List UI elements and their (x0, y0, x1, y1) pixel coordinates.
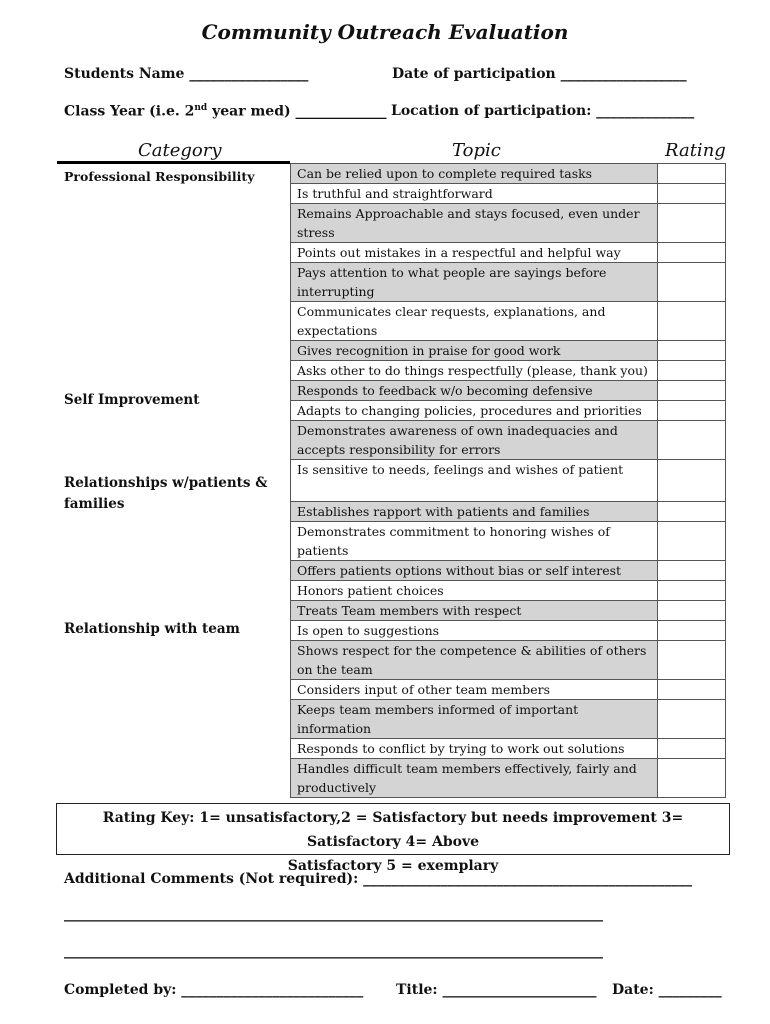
topic-cell: Shows respect for the competence & abilities of others on the team (291, 641, 658, 680)
table-row (291, 361, 726, 381)
date-field[interactable]: Date: _________ (612, 982, 722, 998)
table-row (291, 739, 726, 759)
table-row (291, 561, 726, 581)
table-row (291, 759, 726, 798)
topic-cell: Offers patients options without bias or self interest (291, 561, 658, 581)
category-self-improvement: Self Improvement (64, 392, 200, 408)
table-row (291, 164, 726, 184)
table-row (291, 581, 726, 601)
table-row (291, 680, 726, 700)
topic-cell: Gives recognition in praise for good work (291, 341, 658, 361)
table-row (291, 522, 726, 561)
topic-cell: Communicates clear requests, explanations, and expectations (291, 302, 658, 341)
rating-cell[interactable] (658, 361, 726, 381)
class-year-sup: nd (194, 103, 208, 113)
topic-cell: Asks other to do things respectfully (please, thank you) (291, 361, 658, 381)
topic-cell: Adapts to changing policies, procedures and priorities (291, 401, 658, 421)
topic-cell: Handles difficult team members effectively, fairly and productively (291, 759, 658, 798)
rating-cell[interactable] (658, 341, 726, 361)
topic-cell: Is sensitive to needs, feelings and wishes of patient (291, 460, 658, 502)
topic-cell: Considers input of other team members (291, 680, 658, 700)
rating-cell[interactable] (658, 561, 726, 581)
table-row (291, 381, 726, 401)
rating-key-line1: Rating Key: 1= unsatisfactory,2 = Satisfactory but needs improvement 3= Satisfactory 4= Above (102, 810, 684, 850)
table-row (291, 460, 726, 502)
rating-cell[interactable] (658, 263, 726, 302)
category-header: Category (138, 140, 222, 161)
rating-cell[interactable] (658, 421, 726, 460)
category-professional-responsibility: Professional Responsibility (64, 169, 255, 184)
rating-key-line2: Satisfactory 5 = exemplary (287, 858, 499, 874)
table-row (291, 302, 726, 341)
topic-cell: Responds to feedback w/o becoming defensive (291, 381, 658, 401)
rating-cell[interactable] (658, 581, 726, 601)
table-row (291, 263, 726, 302)
rating-cell[interactable] (658, 381, 726, 401)
comments-line-1[interactable]: _____________________________________________________________________________ (64, 906, 603, 922)
category-divider (57, 161, 290, 164)
topic-cell: Is open to suggestions (291, 621, 658, 641)
table-row (291, 341, 726, 361)
rating-cell[interactable] (658, 759, 726, 798)
table-row (291, 700, 726, 739)
topic-cell: Demonstrates awareness of own inadequacies and accepts responsibility for errors (291, 421, 658, 460)
table-row (291, 641, 726, 680)
table-row (291, 421, 726, 460)
table-row (291, 401, 726, 421)
topic-cell: Points out mistakes in a respectful and helpful way (291, 243, 658, 263)
table-row (291, 502, 726, 522)
topic-cell: Can be relied upon to complete required tasks (291, 164, 658, 184)
topic-cell: Remains Approachable and stays focused, even under stress (291, 204, 658, 243)
rating-cell[interactable] (658, 641, 726, 680)
topic-cell: Pays attention to what people are sayings before interrupting (291, 263, 658, 302)
topic-cell: Honors patient choices (291, 581, 658, 601)
table-row (291, 243, 726, 263)
category-relationships-patients: Relationships w/patients & families (64, 475, 268, 512)
rating-cell[interactable] (658, 680, 726, 700)
title-field[interactable]: Title: ______________________ (396, 982, 597, 998)
location-field[interactable]: Location of participation: ______________ (391, 103, 695, 119)
evaluation-table (290, 163, 726, 798)
rating-cell[interactable] (658, 739, 726, 759)
topic-cell: Is truthful and straightforward (291, 184, 658, 204)
rating-cell[interactable] (658, 522, 726, 561)
rating-cell[interactable] (658, 164, 726, 184)
class-year-field[interactable] (64, 103, 386, 120)
table-row (291, 184, 726, 204)
topic-cell: Treats Team members with respect (291, 601, 658, 621)
rating-header: Rating (665, 140, 726, 161)
rating-cell[interactable] (658, 700, 726, 739)
topic-cell: Responds to conflict by trying to work out solutions (291, 739, 658, 759)
page-title: Community Outreach Evaluation (201, 20, 569, 44)
additional-comments-field[interactable]: Additional Comments (Not required): _______________________________________________ (64, 871, 693, 887)
class-year-label-a: Class Year (i.e. 2 (64, 103, 195, 120)
rating-cell[interactable] (658, 601, 726, 621)
completed-by-field[interactable]: Completed by: __________________________ (64, 982, 364, 998)
topic-header: Topic (452, 140, 501, 161)
rating-cell[interactable] (658, 243, 726, 263)
rating-cell[interactable] (658, 460, 726, 502)
topic-cell: Keeps team members informed of important information (291, 700, 658, 739)
table-row (291, 204, 726, 243)
topic-cell: Demonstrates commitment to honoring wishes of patients (291, 522, 658, 561)
date-of-participation-field[interactable]: Date of participation __________________ (392, 66, 687, 82)
class-year-label-b: year med) _____________ (207, 103, 387, 120)
category-relationship-team: Relationship with team (64, 621, 240, 637)
rating-cell[interactable] (658, 204, 726, 243)
table-row (291, 621, 726, 641)
comments-line-2[interactable]: _____________________________________________________________________________ (64, 943, 603, 959)
students-name-field[interactable]: Students Name _________________ (64, 66, 309, 82)
rating-cell[interactable] (658, 401, 726, 421)
rating-cell[interactable] (658, 621, 726, 641)
rating-cell[interactable] (658, 302, 726, 341)
rating-cell[interactable] (658, 184, 726, 204)
table-row (291, 601, 726, 621)
rating-cell[interactable] (658, 502, 726, 522)
rating-key-box (56, 803, 730, 874)
topic-cell: Establishes rapport with patients and families (291, 502, 658, 522)
